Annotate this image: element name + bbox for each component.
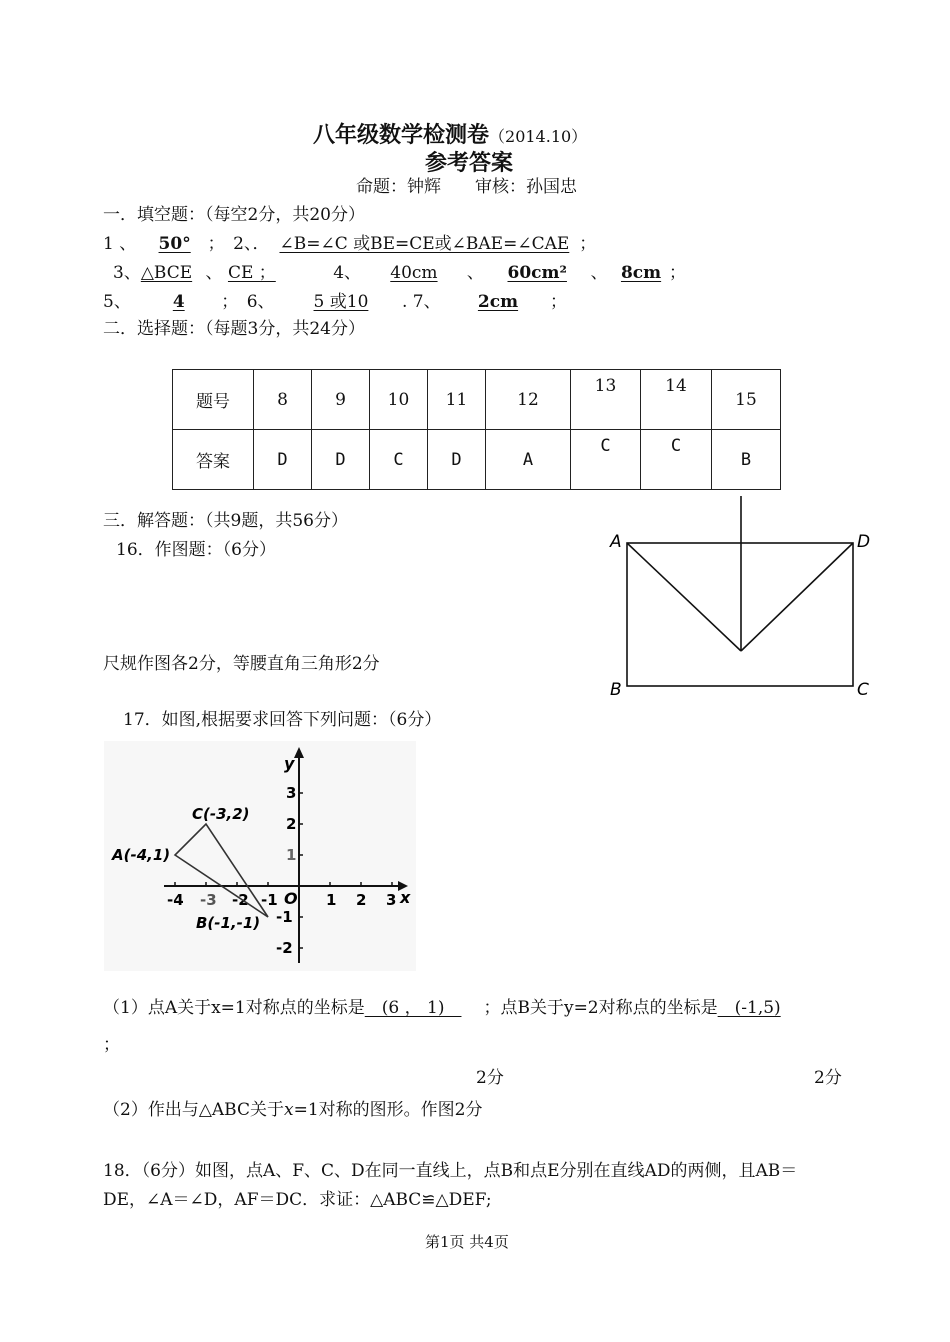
q17-part1 <box>103 997 781 1019</box>
y-tick-label: -2 <box>276 939 293 957</box>
section2-heading: 二．选择题：（每题3分，共24分） <box>103 319 365 339</box>
table-row-header: 答案 <box>173 430 254 490</box>
q17-title: 17．如图,根据要求回答下列问题：（6分） <box>123 710 442 730</box>
page-title <box>313 118 587 149</box>
table-cell: D <box>428 430 486 490</box>
q7-label: . 7、 <box>401 292 441 312</box>
segment-d-to-apex <box>741 543 853 651</box>
authors-line: 命题：钟辉 审核：孙国忠 <box>356 177 577 197</box>
label-d: D <box>857 532 871 552</box>
x-tick-label: 3 <box>386 891 397 909</box>
q17-part1-text: （1）点A关于x=1对称点的坐标是 <box>103 998 365 1018</box>
table-cell: C <box>571 430 641 490</box>
q18-line2: DE，∠A＝∠D，AF＝DC．求证：△ABC≌△DEF; <box>103 1190 492 1210</box>
line1-end: ； <box>579 234 597 254</box>
table-cell: 14 <box>641 370 712 430</box>
table-cell: 10 <box>370 370 428 430</box>
label-a: A <box>610 532 622 552</box>
table-cell: B <box>712 430 781 490</box>
q7-answer: 2cm <box>477 292 519 312</box>
label-c: C <box>857 680 869 700</box>
x-tick-label: -3 <box>200 891 217 909</box>
table-cell: D <box>254 430 312 490</box>
point-b-label: B(-1,-1) <box>196 914 261 932</box>
line2-end: ； <box>669 263 687 283</box>
table-cell: A <box>486 430 571 490</box>
page-footer: 第1页 共4页 <box>425 1233 509 1251</box>
q2-label: ； 2、． <box>207 234 270 254</box>
y-tick-label: 1 <box>286 846 297 864</box>
table-cell: 8 <box>254 370 312 430</box>
x-tick-label: -2 <box>232 891 249 909</box>
q3-answer-b: CE ； <box>227 263 276 283</box>
q3-answer-a: △BCE <box>140 263 193 283</box>
table-row-header: 题号 <box>173 370 254 430</box>
table-cell: 11 <box>428 370 486 430</box>
q16-rectangle-figure <box>600 492 890 707</box>
label-b: B <box>610 680 622 700</box>
q17-coordinate-graph <box>104 741 416 971</box>
title-date: （2014.10） <box>489 127 588 146</box>
x-tick-label: -1 <box>261 891 278 909</box>
q16-scoring: 尺规作图各2分，等腰直角三角形2分 <box>103 654 380 674</box>
table-row-numbers <box>173 370 781 430</box>
q5-answer: 4 <box>172 292 185 312</box>
q4-answer-c: 8cm <box>620 263 662 283</box>
q3-label: 3、 <box>113 263 141 283</box>
origin-label: O <box>284 889 298 908</box>
q4-sep-1: 、 <box>466 263 484 283</box>
q1-answer: 50° <box>158 234 191 254</box>
table-cell: 9 <box>312 370 370 430</box>
q17-part1-mid: ；点B关于y=2对称点的坐标是 <box>483 998 718 1018</box>
rectangle-abcd <box>627 543 853 686</box>
q17-part2-var: x <box>283 1100 294 1120</box>
q17-part1-answer-b: (-1,5) <box>717 998 781 1018</box>
table-cell: 13 <box>571 370 641 430</box>
fill-line-2 <box>113 262 686 284</box>
table-cell: 12 <box>486 370 571 430</box>
q17-part1-answer-a: (6 ， 1) <box>364 998 462 1018</box>
page-subtitle: 参考答案 <box>425 150 514 176</box>
q4-label: 4、 <box>333 263 362 283</box>
answer-table <box>172 369 781 490</box>
q1-label: 1 、 <box>103 234 137 254</box>
point-a-label: A(-4,1) <box>112 846 171 864</box>
section3-heading: 三．解答题：（共9题，共56分） <box>103 511 348 531</box>
x-tick-label: 2 <box>356 891 367 909</box>
x-tick-label: 1 <box>326 891 337 909</box>
q17-part2-text: （2）作出与△ABC关于 <box>103 1100 284 1120</box>
y-tick-label: 2 <box>286 815 297 833</box>
table-cell: C <box>370 430 428 490</box>
q2-answer: ∠B=∠C 或BE=CE或∠BAE=∠CAE <box>279 234 570 254</box>
q17-score-a: 2分 <box>476 1068 504 1088</box>
y-axis-label: y <box>284 754 295 773</box>
q17-part1-end: ； <box>103 1035 120 1055</box>
q17-score-b: 2分 <box>814 1068 842 1088</box>
q18-line1: 18．（6分）如图，点A、F、C、D在同一直线上，点B和点E分别在直线AD的两侧，且AB＝ <box>103 1161 798 1181</box>
segment-a-to-apex <box>627 543 741 651</box>
table-cell: C <box>641 430 712 490</box>
table-cell: 15 <box>712 370 781 430</box>
table-cell: D <box>312 430 370 490</box>
q17-part2 <box>103 1099 482 1121</box>
line3-end: ； <box>550 292 567 312</box>
table-row-answers <box>173 430 781 490</box>
x-tick-label: -4 <box>167 891 184 909</box>
point-c-label: C(-3,2) <box>192 805 250 823</box>
y-tick-label: -1 <box>276 908 293 926</box>
y-tick-label: 3 <box>286 784 297 802</box>
fill-line-3 <box>103 291 567 313</box>
q6-label: ； 6、 <box>221 292 275 312</box>
x-axis-label: x <box>400 888 411 907</box>
q6-answer: 5 或10 <box>313 292 369 312</box>
q16-title: 16．作图题：（6分） <box>116 540 276 560</box>
q3-sep: 、 <box>205 263 223 283</box>
q4-answer-a: 40cm <box>390 263 438 283</box>
q4-sep-2: 、 <box>590 263 608 283</box>
section1-heading: 一．填空题：（每空2分，共20分） <box>103 205 365 225</box>
q5-label: 5、 <box>103 292 131 312</box>
title-text: 八年级数学检测卷 <box>313 122 490 148</box>
fill-line-1 <box>103 233 596 255</box>
q17-part2-rest: =1对称的图形。作图2分 <box>293 1100 483 1120</box>
q4-answer-b: 60cm² <box>507 263 567 283</box>
